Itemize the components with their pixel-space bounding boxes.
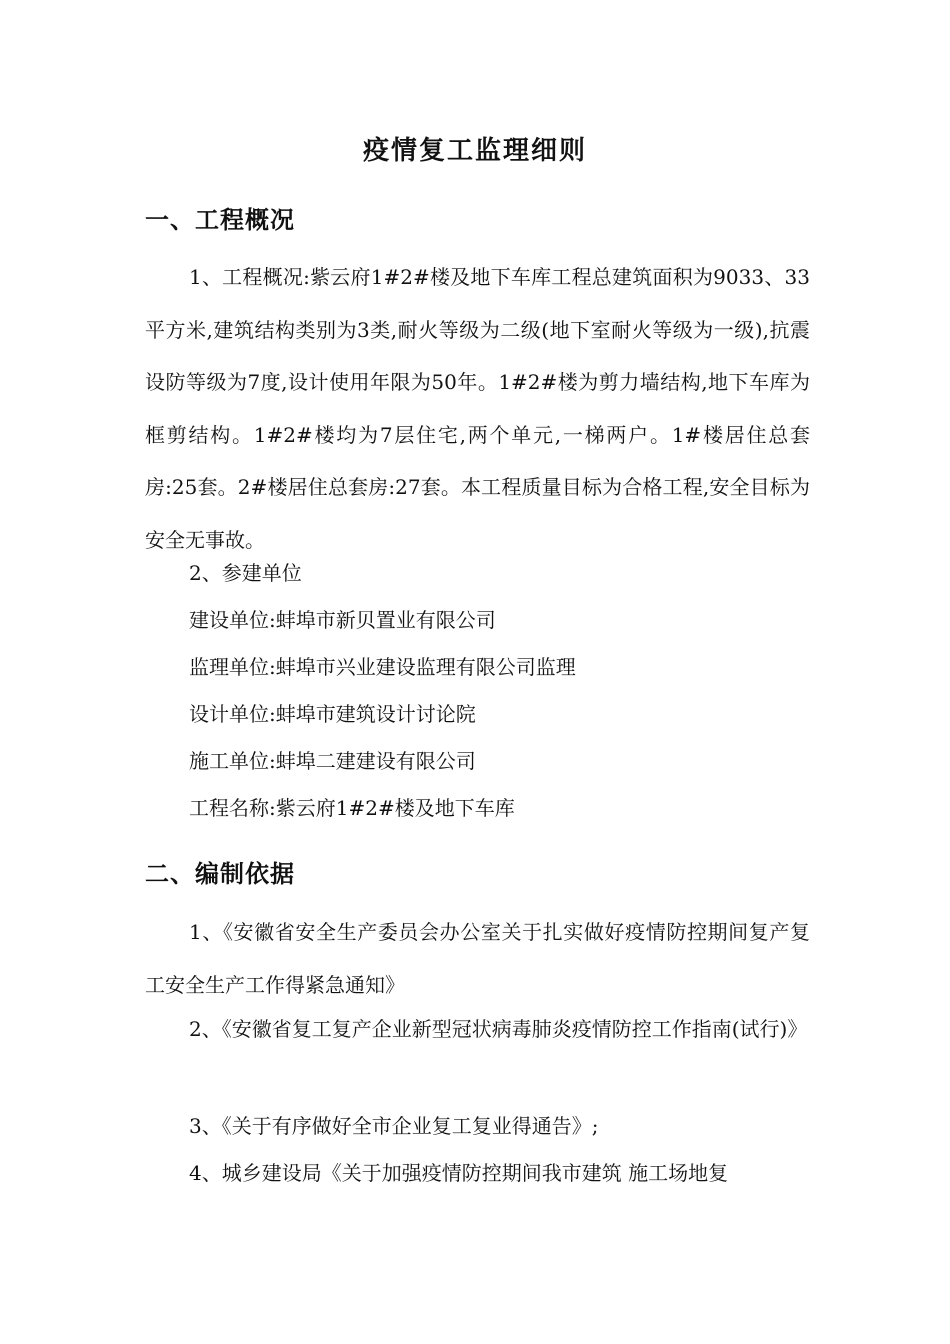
basis-item-2: 2、《安徽省复工复产企业新型冠状病毒肺炎疫情防控工作指南(试行)》 [189, 1017, 808, 1041]
section-heading-basis: 二、编制依据 [145, 859, 295, 888]
unit-owner: 建设单位:蚌埠市新贝置业有限公司 [189, 608, 496, 632]
basis-item-4: 4、城乡建设局《关于加强疫情防控期间我市建筑 施工场地复 [189, 1161, 729, 1185]
section-heading-overview: 一、工程概况 [145, 205, 295, 234]
unit-contractor: 施工单位:蚌埠二建建设有限公司 [189, 749, 476, 773]
document-title: 疫情复工监理细则 [362, 136, 587, 166]
project-name: 工程名称:紫云府1#2#楼及地下车库 [189, 796, 515, 820]
unit-designer: 设计单位:蚌埠市建筑设计讨论院 [189, 702, 476, 726]
basis-item-3: 3、《关于有序做好全市企业复工复业得通告》; [189, 1114, 599, 1138]
overview-paragraph: 1、工程概况:紫云府1#2#楼及地下车库工程总建筑面积为9033、33平方米,建筑结构类别为3类,耐火等级为二级(地下室耐火等级为一级),抗震设防等级为7度,设计使用年限为50年。1#2#楼为剪力墙结构,地下车库为框剪结构。1#2#楼均为7层住宅,两个单元,一梯两户。1#楼居住总套房:25套。2#楼居住总套房:27套。本工程质量目标为合格工程,安全目标为安全无事故。 [145, 265, 810, 552]
unit-supervisor: 监理单位:蚌埠市兴业建设监理有限公司监理 [189, 655, 576, 679]
basis-item-1: 1、《安徽省安全生产委员会办公室关于扎实做好疫情防控期间复产复工安全生产工作得紧急通知》 [145, 920, 810, 997]
units-label: 2、参建单位 [189, 561, 302, 585]
